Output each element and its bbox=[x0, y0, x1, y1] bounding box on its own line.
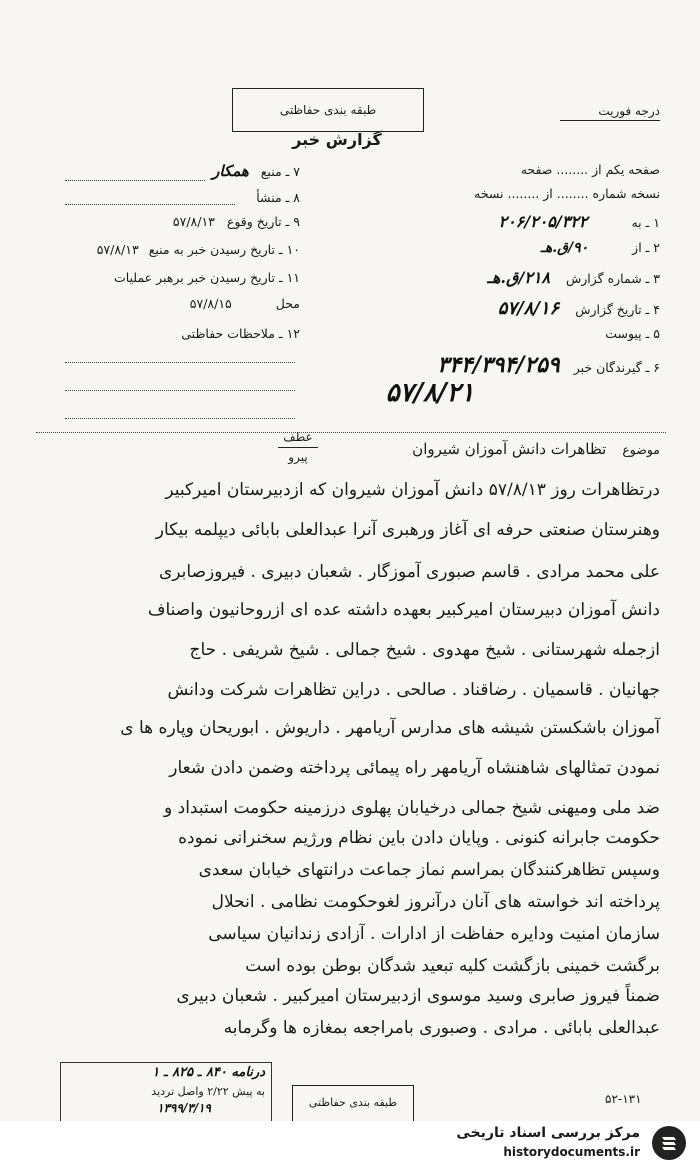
urgency-label: درجه فوریت bbox=[598, 104, 660, 118]
field-source-received-label: ۱۰ ـ تاریخ رسیدن خبر به منبع bbox=[148, 242, 300, 257]
field-location-value: ۵۷/۸/۱۵ bbox=[189, 296, 232, 311]
field-source-label: ۷ ـ منبع bbox=[260, 164, 300, 179]
stamp-line-1: درنامه ۸۴۰ ـ ۸۲۵ ـ ۱ bbox=[152, 1065, 265, 1080]
body-line: ضمناً فیروز صابری وسید موسوی ازدبیرستان امیرکبیر . شعبان دبیری bbox=[176, 986, 660, 1006]
body-line: سازمان امنیت ودایره حفاظت از ادارات . آزادی زندانیان سیاسی bbox=[208, 924, 660, 944]
field-recipients bbox=[437, 352, 660, 378]
field-occurrence-date bbox=[173, 214, 300, 229]
body-line: ضد ملی ومیهنی شیخ جمالی درخیابان پهلوی درزمینه حکومت استبداد و bbox=[164, 798, 660, 818]
field-recipients-value: ۳۴۴/۳۹۴/۲۵۹ bbox=[437, 352, 560, 378]
urgency-line bbox=[560, 120, 660, 121]
page-label: صفحه یکم از ........ صفحه bbox=[520, 162, 660, 177]
body-line: نمودن تمثالهای شاهنشاه آریامهر راه پیمائی پرداخته وضمن دادن شعار bbox=[169, 758, 660, 778]
field-source-value: همکار bbox=[212, 162, 249, 180]
field-report-number-label: ۳ ـ شماره گزارش bbox=[565, 271, 660, 286]
field-report-date-label: ۴ ـ تاریخ گزارش bbox=[575, 302, 660, 317]
body-line: حکومت جابرانه کنونی . وپایان دادن باین نظام ورژیم سخنرانی نموده bbox=[178, 828, 660, 848]
field-from-label: ۲ ـ از bbox=[632, 240, 660, 255]
body-line: برگشت خمینی بازگشت کلیه تبعید شدگان بوطن بوده است bbox=[245, 956, 660, 976]
receipt-date: ۵۷/۸/۲۱ bbox=[385, 378, 475, 408]
classification-box bbox=[232, 88, 424, 132]
report-title: گزارش خبر bbox=[292, 130, 382, 149]
reference-divider bbox=[278, 447, 318, 448]
notes-line-3 bbox=[65, 418, 295, 419]
field-source-line bbox=[65, 180, 205, 181]
field-security-notes bbox=[181, 326, 300, 341]
field-from-value: ۹۰/ق.هـ bbox=[540, 240, 589, 256]
stamp-line-3: ۱۳۹۹/۳/۱۹ bbox=[157, 1101, 211, 1115]
field-to-label: ۱ ـ به bbox=[631, 215, 660, 230]
field-to-value: ۲۰۶/۲۰۵/۳۲۲ bbox=[498, 212, 588, 231]
field-report-number-value: ۲۱۸/ق.هـ bbox=[487, 268, 550, 287]
field-from bbox=[541, 240, 660, 256]
subject-value: تظاهرات دانش آموزان شیروان bbox=[412, 440, 607, 458]
field-attachment-label: ۵ ـ پیوست bbox=[605, 326, 660, 341]
field-source-received bbox=[97, 242, 300, 257]
classification-label: طبقه بندی حفاظتی bbox=[279, 103, 377, 117]
field-recipients-label: ۶ ـ گیرندگان خبر bbox=[573, 360, 660, 375]
field-source-received-value: ۵۷/۸/۱۳ bbox=[96, 242, 139, 257]
body-line: پرداخته اند خواسته های آنان درآنروز لغوحکومت نظامی . انحلال bbox=[211, 892, 660, 912]
notes-line-2 bbox=[65, 390, 295, 391]
field-occurrence-date-label: ۹ ـ تاریخ وقوع bbox=[226, 214, 300, 229]
body-line: جهانیان . قاسمیان . رضاقناد . صالحی . دراین تظاهرات شرکت ودانش bbox=[167, 680, 660, 700]
body-line: آموزان باشکستن شیشه های مدارس آریامهر . داریوش . ابوریحان وپاره ها ی bbox=[120, 718, 660, 738]
body-line: علی محمد مرادی . قاسم صبوری آموزگار . شعبان دبیری . فیروزصابری bbox=[159, 562, 660, 582]
body-line: درتظاهرات روز ۵۷/۸/۱۳ دانش آموزان شیروان که ازدبیرستان امیرکبیر bbox=[165, 480, 660, 500]
field-security-notes-label: ۱۲ ـ ملاحظات حفاظتی bbox=[181, 326, 300, 341]
field-report-date bbox=[498, 298, 660, 319]
field-leader-received bbox=[114, 270, 300, 285]
footer-classification-label: طبقه بندی حفاظتی bbox=[308, 1096, 398, 1109]
field-origin bbox=[256, 190, 300, 205]
field-to bbox=[498, 212, 660, 231]
stamp-line-2: به پیش ۲/۲۲ واصل تردید bbox=[151, 1085, 265, 1098]
body-line: وسپس تظاهرکنندگان بمراسم نماز جماعت درانتهای خیابان سعدی bbox=[198, 860, 660, 880]
receipt-stamp bbox=[60, 1062, 272, 1122]
field-attachment bbox=[605, 326, 660, 341]
subject bbox=[412, 440, 660, 458]
copy-label: نسخه شماره ........ از ........ نسخه bbox=[474, 186, 660, 201]
field-location bbox=[190, 296, 300, 311]
body-line: ازجمله شهرستانی . شیخ مهدوی . شیخ جمالی . شیخ شریفی . حاج bbox=[189, 640, 660, 660]
reference-atf: عطف bbox=[283, 430, 313, 444]
reference-peyro: پیرو bbox=[288, 450, 308, 464]
subject-label: موضوع bbox=[622, 442, 660, 457]
field-origin-line bbox=[65, 204, 235, 205]
archive-footer bbox=[0, 1121, 700, 1165]
notes-line-1 bbox=[65, 362, 295, 363]
body-line: عبدالعلی بابائی . مرادی . وصبوری بامراجعه بمغازه ها وگرمابه bbox=[223, 1018, 660, 1038]
field-source bbox=[212, 162, 300, 180]
archive-logo-icon bbox=[652, 1126, 686, 1160]
body-line: دانش آموزان دبیرستان امیرکبیر بعهده داشته عده ای ازروحانیون واصناف bbox=[147, 600, 660, 620]
field-location-label: محل bbox=[275, 296, 300, 311]
archive-name: مرکز بررسی اسناد تاریخی bbox=[456, 1125, 640, 1141]
field-origin-label: ۸ ـ منشأ bbox=[256, 190, 300, 205]
archive-url: historydocuments.ir bbox=[503, 1145, 640, 1159]
body-line: وهنرستان صنعتی حرفه ای آغاز ورهبری آنرا عبدالعلی بابائی دیپلمه بیکار bbox=[155, 520, 660, 540]
field-report-date-value: ۵۷/۸/۱۶ bbox=[497, 298, 560, 319]
form-number: ۵۲-۱۳۱ bbox=[605, 1092, 642, 1106]
field-occurrence-date-value: ۵۷/۸/۱۳ bbox=[172, 214, 215, 229]
header-separator bbox=[36, 432, 666, 433]
field-leader-received-label: ۱۱ ـ تاریخ رسیدن خبر برهبر عملیات bbox=[113, 270, 300, 285]
field-report-number bbox=[487, 268, 660, 287]
footer-classification-box bbox=[292, 1085, 414, 1125]
